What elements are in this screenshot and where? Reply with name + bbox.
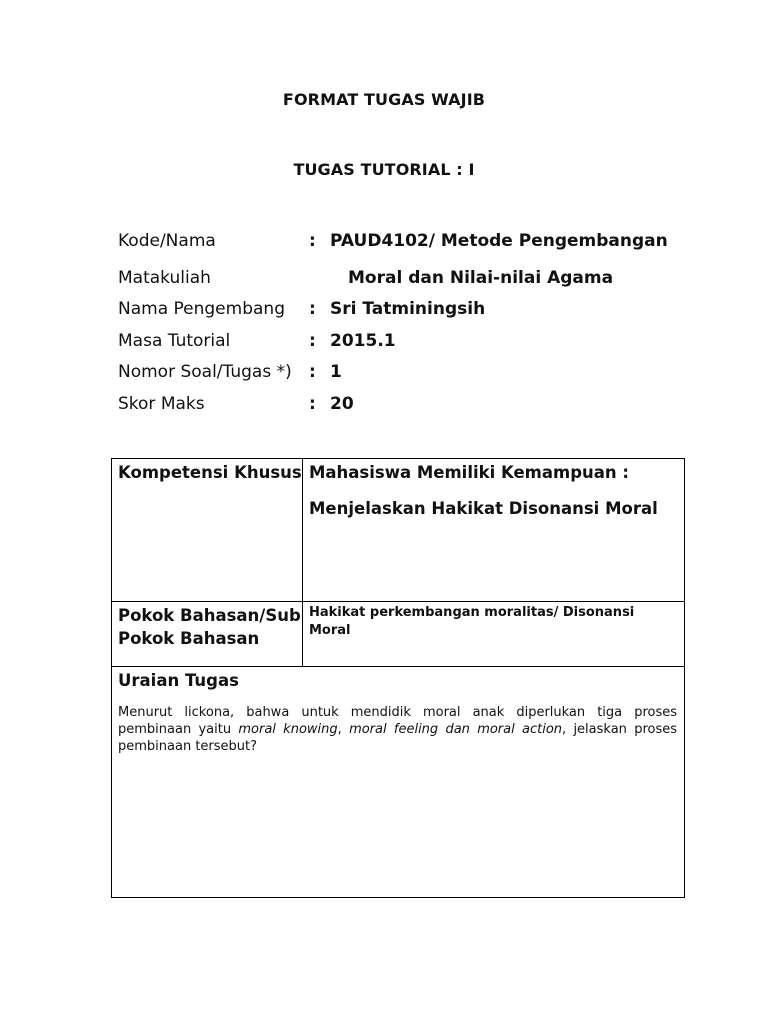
uraian-text — [112, 692, 684, 755]
task-table — [111, 458, 685, 898]
info-colon: : — [309, 330, 316, 351]
uraian-text-part: Menurut lickona, bahwa untuk mendidik moral anak diperlukan tiga proses pembinaan yaitu — [118, 705, 677, 737]
info-label: Masa Tutorial — [118, 330, 231, 351]
info-value: Moral dan Nilai-nilai Agama — [348, 267, 614, 288]
info-row-nomor-soal — [118, 359, 718, 391]
info-colon: : — [309, 393, 316, 414]
info-row-matakuliah — [118, 265, 718, 297]
uraian-text-part: , — [337, 722, 350, 737]
info-label: Kode/Nama — [118, 231, 216, 251]
document-title: FORMAT TUGAS WAJIB — [282, 90, 486, 109]
info-colon: : — [309, 362, 316, 382]
info-value: 2015.1 — [330, 330, 396, 351]
uraian-text-part: , jelaskan proses pembinaan tersebut? — [118, 722, 677, 754]
info-label: Skor Maks — [118, 393, 205, 414]
info-row-nama-pengembang — [118, 296, 718, 328]
pokok-label — [112, 602, 302, 650]
info-label: Nomor Soal/Tugas *) — [118, 362, 292, 382]
document-subtitle: TUGAS TUTORIAL : I — [293, 160, 475, 179]
info-colon: : — [309, 299, 316, 319]
uraian-italic-term: moral feeling dan moral action — [349, 722, 563, 737]
kompetensi-label-cell — [112, 459, 303, 602]
info-row-masa-tutorial — [118, 328, 718, 360]
pokok-label-line-2: Pokok Bahasan — [118, 629, 260, 648]
pokok-label-cell — [112, 602, 303, 667]
info-value: 1 — [330, 362, 342, 382]
table-row-pokok-bahasan — [112, 602, 685, 667]
info-value: Sri Tatminingsih — [330, 299, 486, 319]
table-row-uraian — [112, 667, 685, 898]
info-row-skor-maks — [118, 391, 718, 423]
uraian-cell — [112, 667, 685, 898]
info-block — [118, 228, 718, 422]
info-value: 20 — [330, 393, 354, 414]
uraian-italic-term: moral knowing — [238, 722, 338, 737]
info-value: PAUD4102/ Metode Pengembangan — [330, 231, 668, 251]
pokok-value: Hakikat perkembangan moralitas/ Disonansi Moral — [309, 605, 635, 638]
kompetensi-line-2: Menjelaskan Hakikat Disonansi Moral — [309, 499, 658, 518]
kompetensi-value-cell — [303, 459, 685, 602]
table-row-kompetensi — [112, 459, 685, 602]
info-label: Matakuliah — [118, 267, 211, 288]
info-row-kode-nama — [118, 228, 718, 260]
kompetensi-label: Kompetensi Khusus — [118, 463, 302, 482]
kompetensi-line-1: Mahasiswa Memiliki Kemampuan : — [309, 463, 629, 482]
pokok-label-line-1: Pokok Bahasan/Sub — [118, 606, 301, 625]
uraian-title: Uraian Tugas — [118, 671, 239, 690]
info-colon: : — [309, 231, 316, 251]
pokok-value-cell — [303, 602, 685, 667]
info-label: Nama Pengembang — [118, 299, 285, 319]
